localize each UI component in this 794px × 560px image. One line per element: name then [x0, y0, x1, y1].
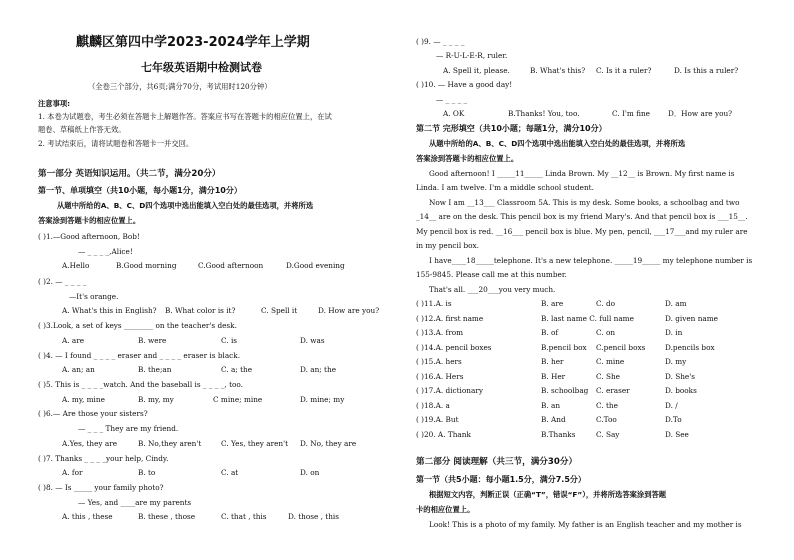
cloze-question: ( )16.A. Hers [416, 372, 464, 381]
part2-instruction: 卡的相应位置上。 [416, 505, 475, 514]
section1-instruction: 从题中所给的A、B、C、D四个选项中选出能填入空白处的最佳选项，并将所选 [57, 201, 314, 210]
option-d[interactable]: D．How are you? [668, 109, 733, 118]
question-2: ( )2. — _ _ _ _ [38, 277, 87, 286]
notes-heading: 注意事项: [38, 99, 71, 108]
option-b[interactable]: B.Thanks! You, too. [508, 109, 580, 118]
option-d[interactable]: D. am [665, 299, 687, 308]
option-c[interactable]: C. Say [596, 430, 620, 439]
cloze-question: ( )20. A. Thank [416, 430, 471, 439]
option-d[interactable]: D. my [665, 357, 687, 366]
question-6-dialog: — _ _ _ They are my friend. [78, 424, 179, 433]
passage-line: I have____18_____telephone. It's a new telephone. _____19_____ my telephone number is [429, 256, 753, 265]
cloze-question: ( )12.A. first name [416, 314, 484, 323]
option-d[interactable]: D.pencils box [665, 343, 715, 352]
option-a[interactable]: A.Hello [62, 261, 90, 270]
option-b[interactable]: B. these , those [138, 512, 196, 521]
option-b[interactable]: B. And [541, 415, 566, 424]
option-a[interactable]: A. OK [443, 109, 465, 118]
option-b[interactable]: B. were [138, 336, 167, 345]
option-b[interactable]: B. Her [541, 372, 566, 381]
question-6: ( )6.— Are those your sisters? [38, 409, 148, 418]
option-c[interactable]: C.Good afternoon [198, 261, 264, 270]
option-d[interactable]: D. those , this [288, 512, 339, 521]
option-c[interactable]: C. Is it a ruler? [596, 66, 652, 75]
reading-passage-line: Look! This is a photo of my family. My father is an English teacher and my mother is [429, 520, 742, 529]
cloze-question: ( )14.A. pencil boxes [416, 343, 492, 352]
passage-line: Good afternoon! I _____11_____ Linda Brown. My __12__ is Brown. My first name is [429, 169, 735, 178]
question-1-dialog: — _ _ _ _,Alice! [78, 247, 133, 256]
option-a[interactable]: A.Yes, they are [62, 439, 118, 448]
passage-line: 155-9845. Please call me at this number. [416, 270, 567, 279]
cloze-question: ( )18.A. a [416, 401, 450, 410]
passage-line: in my pencil box. [416, 241, 479, 250]
option-b[interactable]: B.pencil box [541, 343, 587, 352]
exam-info: （全卷三个部分，共6页;满分70分，考试用时120分钟） [88, 82, 272, 91]
option-b[interactable]: B.Thanks [541, 430, 576, 439]
cloze-question: ( )11.A. is [416, 299, 452, 308]
section2-instruction: 从题中所给的A、B、C、D四个选项中选出能填入空白处的最佳选项，并将所选 [429, 139, 686, 148]
option-d[interactable]: D. She's [665, 372, 695, 381]
question-10-dialog: — _ _ _ _ [436, 95, 468, 104]
option-d[interactable]: D.Good evening [286, 261, 345, 270]
question-8: ( )8. — Is _____ your family photo? [38, 483, 164, 492]
option-d[interactable]: D. an; the [300, 365, 337, 374]
option-c[interactable]: C. at [221, 468, 239, 477]
question-5: ( )5. This is _ _ _ _watch. And the baseball is _ _ _ _, too. [38, 380, 243, 389]
option-b[interactable]: B. to [138, 468, 156, 477]
part2-heading: 第二部分 阅读理解（共三节，满分30分） [416, 457, 578, 467]
option-a[interactable]: A. my, mine [62, 395, 105, 404]
option-b[interactable]: B. No,they aren't [138, 439, 202, 448]
option-d[interactable]: D. See [665, 430, 689, 439]
question-3: ( )3.Look, a set of keys ________ on the teacher's desk. [38, 321, 237, 330]
note-item: 2. 考试结束后，请将试题卷和答题卡一并交回。 [38, 139, 194, 148]
question-4: ( )4. — I found _ _ _ _ eraser and _ _ _ _ eraser is black. [38, 351, 241, 360]
option-d[interactable]: D. / [665, 401, 678, 410]
section2-instruction: 答案涂到答题卡的相应位置上。 [416, 154, 519, 163]
section1-instruction: 答案涂到答题卡的相应位置上。 [38, 216, 141, 225]
question-8-dialog: — Yes, and ____are my parents [78, 498, 192, 507]
option-c[interactable]: C. do [596, 299, 616, 308]
page-title: 麒麟区第四中学2023-2024学年上学期 [76, 35, 310, 50]
option-c[interactable]: C. a; the [221, 365, 253, 374]
note-item: 题卷、草稿纸上作答无效。 [38, 125, 126, 134]
option-b[interactable]: B.Good morning [116, 261, 177, 270]
option-d[interactable]: D. No, they are [300, 439, 357, 448]
option-d[interactable]: D.To [665, 415, 682, 424]
option-d[interactable]: D. was [300, 336, 325, 345]
part1-heading: 第一部分 英语知识运用。（共二节，满分20分） [38, 169, 221, 179]
option-b[interactable]: B. schoolbag [541, 386, 589, 395]
section2-heading: 第二节 完形填空（共10小题；每题1分，满分10分） [416, 124, 607, 133]
option-c[interactable]: C mine; mine [213, 395, 263, 404]
option-c[interactable]: C. the [596, 401, 618, 410]
option-c[interactable]: C. eraser [596, 386, 630, 395]
question-9-dialog: — R-U-L-E-R, ruler. [436, 51, 508, 60]
question-1: ( )1.—Good afternoon, Bob! [38, 232, 140, 241]
option-d[interactable]: D. How are you? [318, 306, 380, 315]
option-a[interactable]: A. an; an [62, 365, 95, 374]
option-d[interactable]: D. in [665, 328, 683, 337]
option-b[interactable]: B. of [541, 328, 559, 337]
passage-line: My pencil box is red. __16___ pencil box is blue. My pen, pencil, ___17___and my ruler are [416, 227, 748, 236]
cloze-question: ( )15.A. hers [416, 357, 462, 366]
passage-line: Now I am __13___ Classroom 5A. This is my desk. Some books, a schoolbag and two [429, 198, 740, 207]
option-d[interactable]: D. books [665, 386, 697, 395]
question-2-dialog: —It's orange. [69, 292, 119, 301]
option-c[interactable]: C. Yes, they aren't [221, 439, 289, 448]
passage-line: That's all. ___20___you very much. [429, 285, 556, 294]
option-c[interactable]: C. on [596, 328, 616, 337]
note-item: 1. 本卷为试题卷，考生必须在答题卡上解题作答。答案应书写在答题卡的相应位置上，在试 [38, 112, 332, 121]
option-c[interactable]: C. mine [596, 357, 625, 366]
option-c[interactable]: C. She [596, 372, 620, 381]
option-a[interactable]: A. are [62, 336, 85, 345]
option-d[interactable]: D. on [300, 468, 320, 477]
cloze-question: ( )17.A. dictionary [416, 386, 483, 395]
option-b[interactable]: B. her [541, 357, 564, 366]
passage-line: _14__ are on the desk. This pencil box is my friend Mary's. And that pencil box is ___15__. [416, 212, 748, 221]
option-a[interactable]: A. for [62, 468, 83, 477]
question-7: ( )7. Thanks _ _ _ _your help, Cindy. [38, 454, 169, 463]
option-b[interactable]: B. last name C. full name [541, 314, 634, 323]
option-d[interactable]: D. mine; my [300, 395, 345, 404]
option-c[interactable]: C. is [221, 336, 238, 345]
question-10: ( )10. — Have a good day! [416, 80, 513, 89]
page-subtitle: 七年级英语期中检测试卷 [141, 61, 262, 74]
option-d[interactable]: D. given name [665, 314, 718, 323]
option-b[interactable]: B. What color is it? [165, 306, 236, 315]
option-b[interactable]: B. are [541, 299, 564, 308]
option-c[interactable]: C. Spell it [261, 306, 298, 315]
option-c[interactable]: C. that , this [221, 512, 267, 521]
option-b[interactable]: B. the;an [138, 365, 172, 374]
cloze-question: ( )19.A. But [416, 415, 459, 424]
option-a[interactable]: A. Spell it, please. [443, 66, 510, 75]
question-9: ( )9. — _ _ _ _ [416, 37, 465, 46]
part2-section1-heading: 第一节（共5小题：每小题1.5分，满分7.5分） [416, 475, 586, 484]
option-c[interactable]: C. I'm fine [612, 109, 650, 118]
cloze-question: ( )13.A. from [416, 328, 464, 337]
option-b[interactable]: B. an [541, 401, 561, 410]
option-b[interactable]: B. my, my [138, 395, 174, 404]
option-d[interactable]: D. Is this a ruler? [674, 66, 739, 75]
section1-heading: 第一节、单项填空（共10小题，每小题1分，满分10分） [38, 186, 242, 195]
part2-instruction: 根据短文内容，判断正误（正确“T”，错误“F”），并将所选答案涂到答题 [429, 490, 667, 499]
option-c[interactable]: C.pencil boxs [596, 343, 646, 352]
passage-line: Linda. I am twelve. I'm a middle school student. [416, 183, 594, 192]
option-a[interactable]: A. this , these [62, 512, 113, 521]
option-c[interactable]: C.Too [596, 415, 617, 424]
option-a[interactable]: A. What's this in English? [62, 306, 157, 315]
option-b[interactable]: B. What's this? [530, 66, 586, 75]
